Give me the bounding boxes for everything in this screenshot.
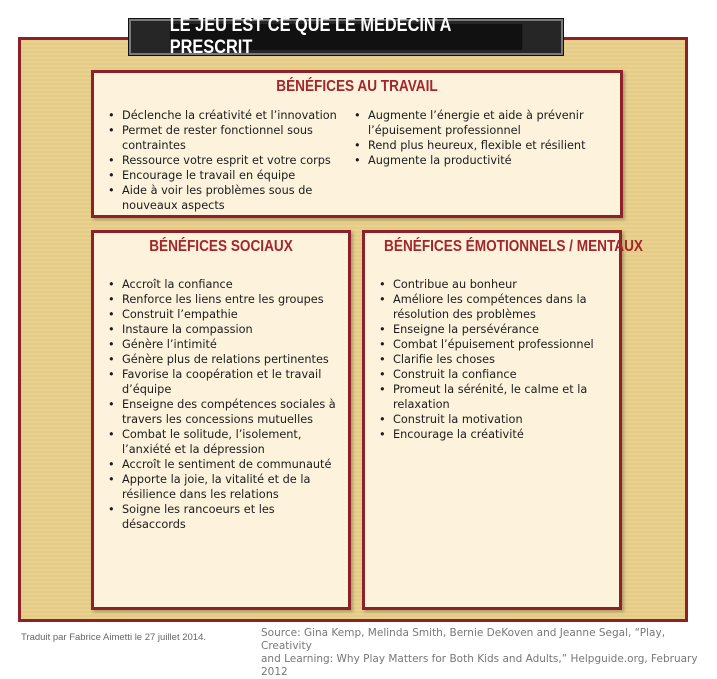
- social-benefits-list: [106, 277, 342, 532]
- list-item: • Clarifie les choses: [377, 352, 611, 367]
- social-benefits-heading: BÉNÉFICES SOCIAUX: [149, 238, 293, 255]
- source-line: Source: Gina Kemp, Melinda Smith, Bernie DeKoven and Jeanne Segal, “Play, Creativity: [261, 627, 666, 652]
- work-benefits-list-right: [352, 108, 614, 168]
- work-benefits-list-left: [106, 108, 346, 213]
- list-item: • Génère plus de relations pertinentes: [106, 352, 342, 367]
- list-item: • Promeut la sérénité, le calme et la relaxation: [377, 382, 611, 412]
- list-item: • Construit l’empathie: [106, 307, 342, 322]
- list-item: • Déclenche la créativité et l’innovation: [106, 108, 346, 123]
- list-item: • Ressource votre esprit et votre corps: [106, 153, 346, 168]
- list-item: • Encourage le travail en équipe: [106, 168, 346, 183]
- social-benefits-panel: [91, 230, 351, 610]
- list-item: • Enseigne la persévérance: [377, 322, 611, 337]
- emotional-benefits-list: [377, 277, 611, 442]
- list-item: • Soigne les rancoeurs et les désaccords: [106, 502, 342, 532]
- list-item: • Renforce les liens entre les groupes: [106, 292, 342, 307]
- list-item: • Permet de rester fonctionnel sous contraintes: [106, 123, 346, 153]
- list-item: • Enseigne des compétences sociales à travers les concessions mutuelles: [106, 397, 342, 427]
- list-item: • Aide à voir les problèmes sous de nouveaux aspects: [106, 183, 346, 213]
- page-title: LE JEU EST CE QUE LE MÉDECIN A PRESCRIT: [170, 24, 523, 50]
- emotional-benefits-heading: BÉNÉFICES ÉMOTIONNELS / MENTAUX: [384, 238, 643, 255]
- work-benefits-heading: BÉNÉFICES AU TRAVAIL: [276, 78, 438, 95]
- list-item: • Améliore les compétences dans la résolution des problèmes: [377, 292, 611, 322]
- list-item: • Combat l’épuisement professionnel: [377, 337, 611, 352]
- list-item: • Favorise la coopération et le travail d’équipe: [106, 367, 342, 397]
- list-item: • Construit la confiance: [377, 367, 611, 382]
- list-item: • Combat le solitude, l’isolement, l’anxiété et la dépression: [106, 427, 342, 457]
- list-item: • Accroît la confiance: [106, 277, 342, 292]
- source-line: and Learning: Why Play Matters for Both Kids and Adults,” Helpguide.org, February 2012: [261, 653, 698, 678]
- list-item: • Rend plus heureux, flexible et résilient: [352, 138, 614, 153]
- list-item: • Instaure la compassion: [106, 322, 342, 337]
- list-item: • Construit la motivation: [377, 412, 611, 427]
- work-benefits-panel: [91, 70, 623, 218]
- list-item: • Augmente la productivité: [352, 153, 614, 168]
- source-citation: [261, 627, 701, 679]
- emotional-benefits-panel: [362, 230, 643, 610]
- title-banner: [129, 15, 563, 58]
- list-item: • Accroît le sentiment de communauté: [106, 457, 342, 472]
- list-item: • Encourage la créativité: [377, 427, 611, 442]
- list-item: • Apporte la joie, la vitalité et de la résilience dans les relations: [106, 472, 342, 502]
- list-item: • Contribue au bonheur: [377, 277, 611, 292]
- translation-credit: Traduit par Fabrice Aimetti le 27 juillet 2014.: [21, 632, 206, 643]
- list-item: • Augmente l’énergie et aide à prévenir l’épuisement professionnel: [352, 108, 614, 138]
- list-item: • Génère l’intimité: [106, 337, 342, 352]
